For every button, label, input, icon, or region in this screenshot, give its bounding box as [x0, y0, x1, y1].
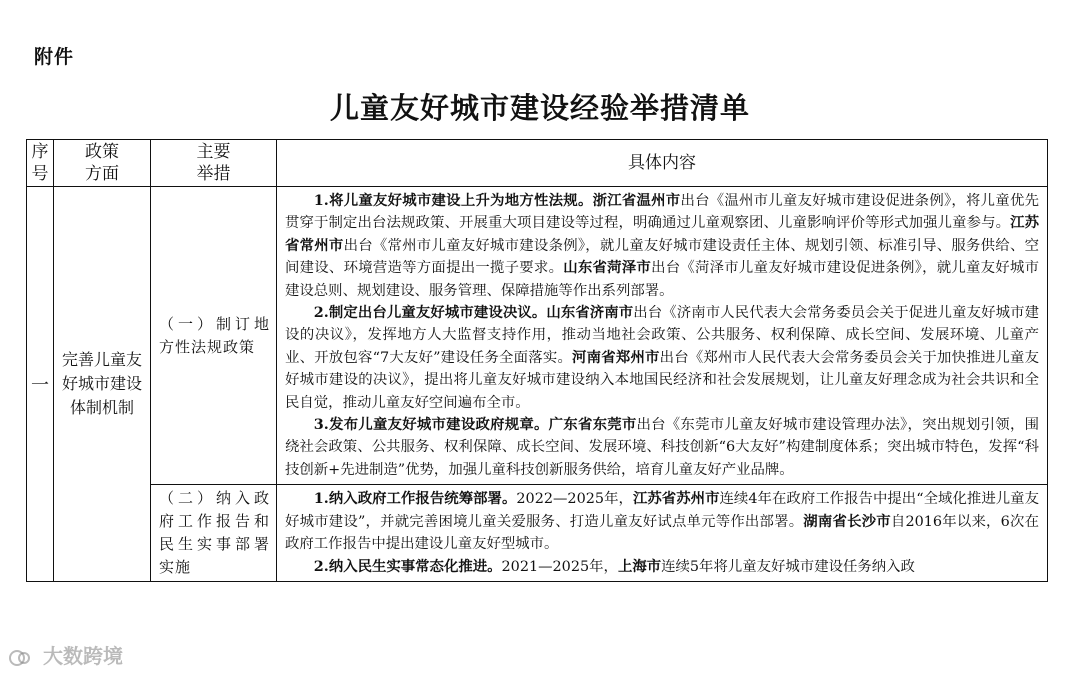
bold-text-segment: 3.发布儿童友好城市建设政府规章。 — [313, 416, 549, 434]
content-cell — [277, 187, 1048, 485]
measure-cell: （二）纳入政府工作报告和民生实事部署实施 — [151, 485, 277, 582]
content-cell — [277, 485, 1048, 582]
header-policy-area — [54, 140, 151, 187]
attachment-label: 附件 — [34, 46, 75, 68]
section-policy-area: 完善儿童友好城市建设体制机制 — [54, 187, 151, 582]
bold-text-segment: 2.制定出台儿童友好城市建设决议。 — [313, 304, 547, 322]
measures-table — [26, 139, 1048, 582]
content-paragraph — [285, 190, 1039, 302]
content-paragraph — [285, 488, 1039, 555]
text-segment: 自2016年以来，6次在政府工作报告中提出建设儿童友好型城市。 — [285, 513, 1039, 553]
table-header-row — [27, 140, 1048, 187]
text-segment: 连续5年将儿童友好城市建设任务纳入政 — [661, 558, 915, 575]
text-segment: 出台《温州市儿童友好城市建设促进条例》，将儿童优先贯穿于制定出台法规政策、开展重大项目建设等过程，明确通过儿童观察团、儿童影响评价等形式加强儿童参与。 — [285, 193, 1039, 232]
header-content: 具体内容 — [277, 140, 1048, 187]
header-number-line2: 号 — [31, 164, 49, 184]
content-paragraph — [285, 556, 1039, 578]
content-paragraph — [285, 302, 1039, 414]
bold-text-segment: 1.将儿童友好城市建设上升为地方性法规。 — [313, 192, 593, 209]
text-segment: 出台《济南市人民代表大会常务委员会关于促进儿童友好城市建设的决议》，发挥地方人大监督支持作用，推动当地社会政策、公共服务、权利保障、成长空间、发展环境、儿童产业、开放包容“7大友好”建设任务全面落实。 — [285, 305, 1039, 366]
bold-text-segment: 湖南省长沙市 — [803, 512, 891, 530]
text-segment: 2021—2025年， — [501, 558, 618, 575]
table-row — [27, 187, 1048, 485]
table-row — [27, 485, 1048, 582]
bold-text-segment: 上海市 — [617, 557, 662, 575]
header-area-line1: 政策 — [85, 142, 119, 162]
text-segment: 出台《郑州市人民代表大会常务委员会关于加快推进儿童友好城市建设的决议》，提出将儿童友好城市建设纳入本地国民经济和社会发展规划，让儿童友好理念成为社会共识和全民自觉，推动儿童友好空间遍布全市。 — [285, 349, 1039, 411]
bold-text-segment: 山东省济南市 — [546, 304, 634, 322]
content-paragraph — [285, 414, 1039, 481]
text-segment: 连续4年在政府工作报告中提出“全域化推进儿童友好城市建设”，并就完善困境儿童关爱服务、打造儿童友好试点单元等作出部署。 — [285, 491, 1039, 530]
text-segment: 2022—2025年， — [516, 491, 633, 508]
header-measure-line1: 主要 — [196, 142, 231, 162]
bold-text-segment: 广东省东莞市 — [548, 416, 637, 434]
bold-text-segment: 江苏省常州市 — [285, 214, 1039, 254]
brand-logo-icon — [8, 648, 32, 668]
bold-text-segment: 浙江省温州市 — [592, 192, 681, 209]
header-main-measure — [151, 140, 277, 187]
header-number-line1: 序 — [31, 142, 49, 162]
bold-text-segment: 山东省菏泽市 — [563, 259, 652, 277]
bold-text-segment: 1.纳入政府工作报告统筹部署。 — [313, 490, 517, 508]
text-segment: 出台《常州市儿童友好城市建设条例》，就儿童友好城市建设责任主体、规划引领、标准引导、服务供给、空间建设、环境营造等方面提出一揽子要求。 — [285, 237, 1039, 277]
header-number — [27, 140, 54, 187]
bold-text-segment: 河南省郑州市 — [572, 348, 660, 366]
header-measure-line2: 举措 — [196, 164, 231, 184]
bold-text-segment: 江苏省苏州市 — [632, 490, 720, 508]
header-area-line2: 方面 — [85, 164, 119, 184]
measure-cell: （一）制订地方性法规政策 — [151, 187, 277, 485]
bold-text-segment: 2.纳入民生实事常态化推进。 — [313, 557, 502, 575]
watermark-text: 大数跨境 — [42, 644, 123, 668]
document-title: 儿童友好城市建设经验举措清单 — [329, 91, 750, 125]
text-segment: 出台《菏泽市儿童友好城市建设促进条例》，就儿童友好城市建设总则、规划建设、服务管理、保障措施等作出系列部署。 — [285, 260, 1039, 299]
section-number: 一 — [27, 187, 54, 582]
text-segment: 出台《东莞市儿童友好城市建设管理办法》，突出规划引领，围绕社会政策、公共服务、权利保障、成长空间、发展环境、科技创新“6大友好”构建制度体系；突出城市特色，发挥“科技创新+先进制造”优势，加强儿童科技创新服务供给，培育儿童友好产业品牌。 — [285, 417, 1039, 478]
watermark — [8, 640, 123, 669]
